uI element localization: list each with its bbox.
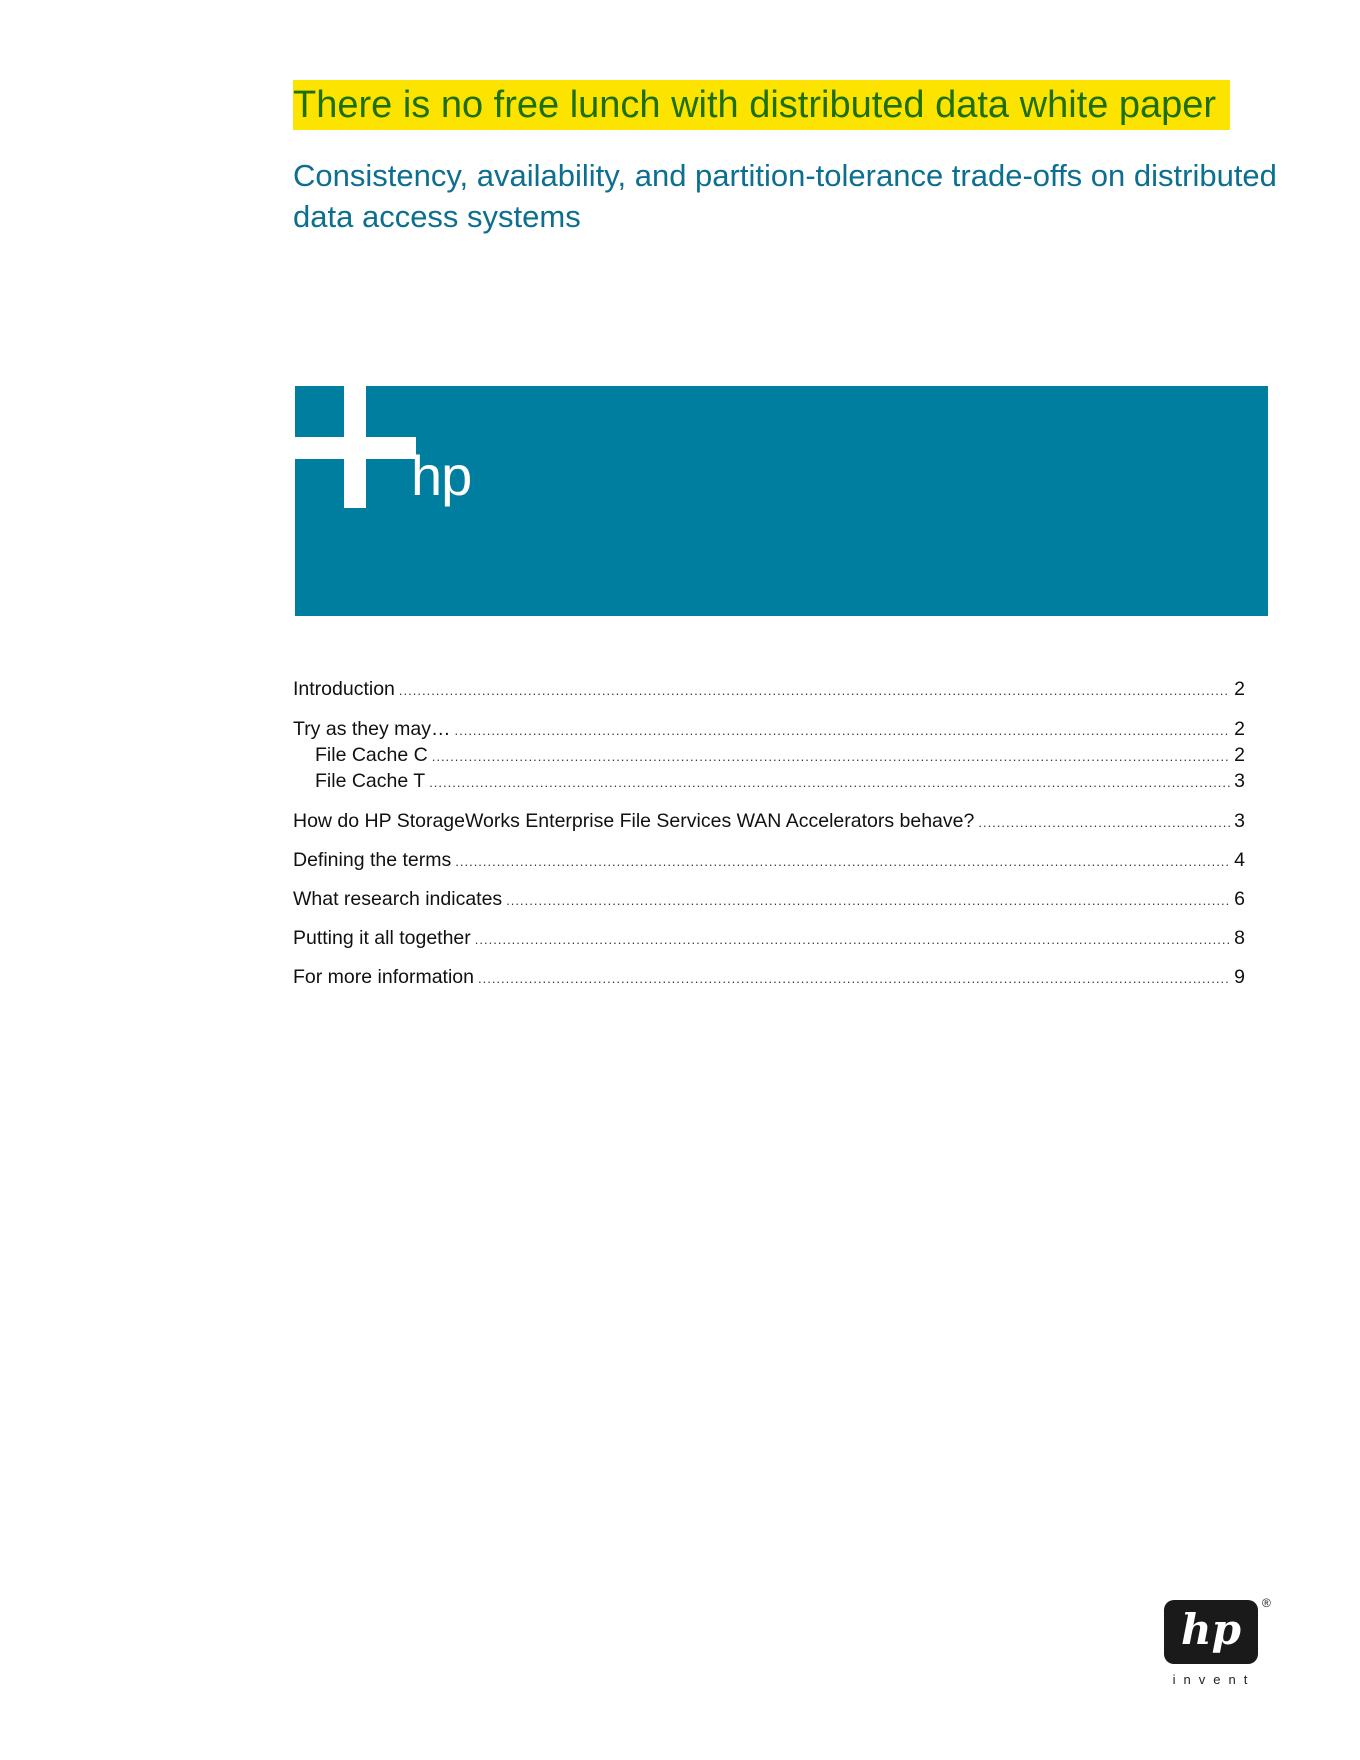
toc-entry-file-cache-c[interactable] (293, 742, 1245, 768)
registered-mark: ® (1262, 1596, 1271, 1610)
toc-entry-file-cache-t[interactable] (293, 768, 1245, 794)
toc-leader (454, 718, 1230, 744)
toc-entry-introduction[interactable] (293, 676, 1245, 702)
hp-banner (295, 386, 1268, 616)
toc-leader (478, 966, 1230, 992)
page-subtitle: Consistency, availability, and partition-tolerance trade-offs on distributed data access systems (293, 158, 1277, 234)
toc-label: Putting it all together (293, 927, 471, 949)
hp-logo-text: hp (1181, 1605, 1241, 1654)
toc-label: What research indicates (293, 888, 503, 910)
toc-label: File Cache C (315, 744, 428, 766)
page-title: There is no free lunch with distributed data white paper (293, 80, 1230, 130)
hp-logo-mark (1164, 1600, 1258, 1664)
banner-hp-logo: hp (411, 444, 472, 507)
toc-label: Try as they may… (293, 718, 451, 740)
toc-page: 3 (1234, 810, 1245, 832)
toc-label: Defining the terms (293, 849, 452, 871)
toc-entry-defining-the-terms[interactable] (293, 847, 1245, 873)
toc-label: How do HP StorageWorks Enterprise File Services WAN Accelerators behave? (293, 810, 975, 832)
toc-entry-wan-accelerators[interactable] (293, 808, 1245, 834)
plus-mark-horizontal (295, 437, 416, 459)
invent-tagline: invent (1172, 1672, 1256, 1687)
toc-page: 2 (1234, 744, 1245, 766)
toc-label: File Cache T (315, 770, 426, 792)
toc-page: 9 (1234, 966, 1245, 988)
toc-entry-what-research-indicates[interactable] (293, 886, 1245, 912)
hp-invent-logo (1160, 1596, 1271, 1690)
toc-leader (455, 849, 1230, 875)
toc-page: 2 (1234, 718, 1245, 740)
toc-leader (399, 678, 1230, 704)
toc-label: Introduction (293, 678, 395, 700)
toc-leader (475, 927, 1230, 953)
toc-entry-for-more-information[interactable] (293, 964, 1245, 990)
toc-leader (429, 770, 1230, 796)
table-of-contents (293, 676, 1245, 990)
toc-leader (432, 744, 1230, 770)
toc-entry-try-as-they-may[interactable] (293, 716, 1245, 742)
toc-leader (978, 810, 1230, 836)
toc-page: 3 (1234, 770, 1245, 792)
toc-page: 6 (1234, 888, 1245, 910)
toc-page: 8 (1234, 927, 1245, 949)
toc-page: 4 (1234, 849, 1245, 871)
toc-leader (506, 888, 1230, 914)
toc-label: For more information (293, 966, 474, 988)
toc-entry-putting-it-all-together[interactable] (293, 925, 1245, 951)
toc-page: 2 (1234, 678, 1245, 700)
